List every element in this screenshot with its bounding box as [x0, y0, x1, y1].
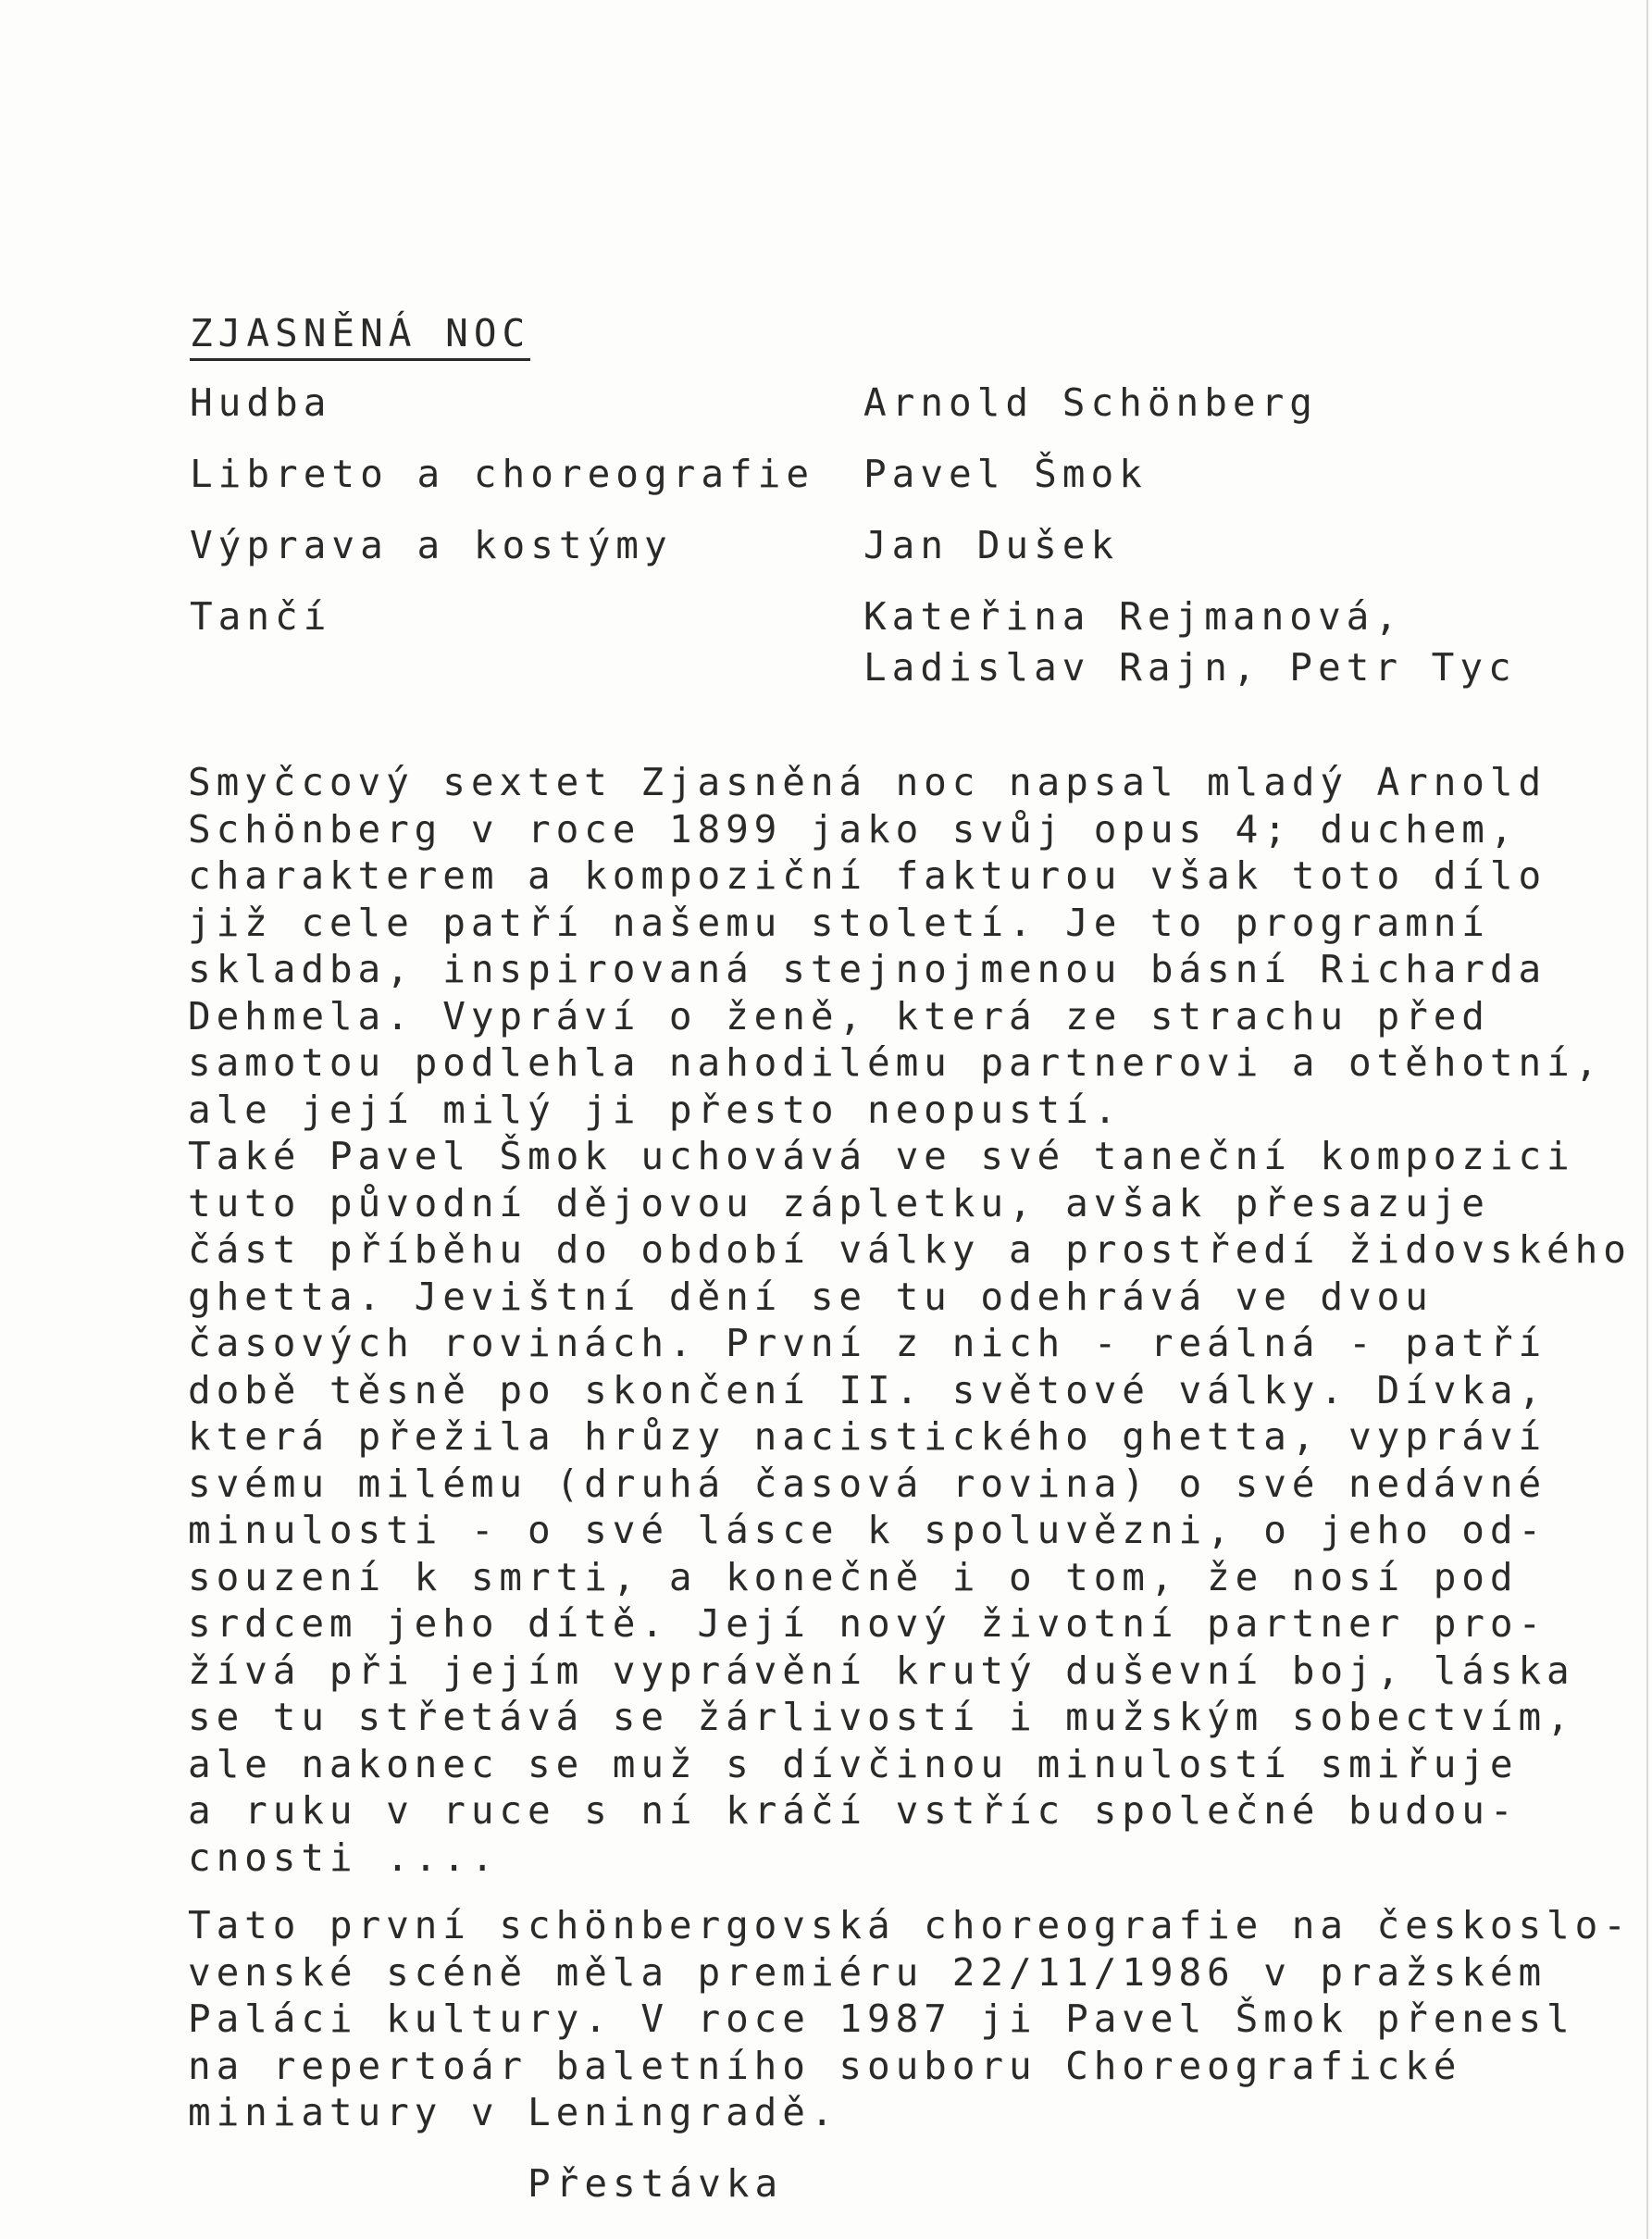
- text-line: žívá při jejím vyprávění krutý duševní boj, láska: [188, 1648, 1575, 1693]
- text-line: samotou podlehla nahodilému partnerovi a otěhotní,: [188, 1040, 1604, 1085]
- text-line: která přežila hrůzy nacistického ghetta, vypráví: [188, 1414, 1547, 1459]
- text-line: svému milému (druhá časová rovina) o své nedávné: [188, 1461, 1547, 1506]
- credit-value: [863, 449, 1148, 500]
- text-line: srdcem jeho dítě. Její nový životní partner pro-: [188, 1601, 1547, 1646]
- text-line: Dehmela. Vypráví o ženě, která ze strachu před: [188, 993, 1490, 1039]
- intermission-label: Přestávka: [528, 2161, 784, 2206]
- credits-list: [190, 378, 1517, 714]
- paragraph-premiere: [188, 1902, 1632, 2136]
- credit-value: [863, 520, 1119, 571]
- page-title: ZJASNĚNÁ NOC: [190, 310, 530, 361]
- text-line: na repertoár baletního souboru Choreografické: [188, 2043, 1462, 2088]
- page-edge-line: [1646, 0, 1648, 2239]
- text-line: ale nakonec se muž s dívčinou minulostí smiřuje: [188, 1741, 1519, 1786]
- text-line: charakterem a kompoziční fakturou však toto dílo: [188, 853, 1547, 898]
- text-line: minulosti - o své lásce k spoluvězni, o jeho od-: [188, 1508, 1547, 1552]
- text-line: tuto původní dějovou zápletku, avšak přesazuje: [188, 1180, 1490, 1225]
- paragraph-synopsis: [188, 759, 1632, 1881]
- credit-value: [863, 378, 1318, 429]
- credit-label: Libreto a choreografie: [190, 452, 815, 496]
- text-line: Tato první schönbergovská choreografie na českoslo-: [188, 1903, 1632, 1947]
- text-line: Také Pavel Šmok uchovává ve své taneční kompozici: [188, 1134, 1575, 1178]
- text-line: ghetta. Jevištní dění se tu odehrává ve dvou: [188, 1274, 1434, 1319]
- text-line: Smyčcový sextet Zjasněná noc napsal mladý Arnold: [188, 760, 1547, 804]
- text-line: se tu střetává se žárlivostí i mužským sobectvím,: [188, 1695, 1575, 1739]
- text-line: cnosti ....: [188, 1835, 500, 1880]
- text-line: a ruku v ruce s ní kráčí vstříc společné budou-: [188, 1788, 1519, 1833]
- credit-row-design: [190, 520, 1517, 571]
- text-line: ale její milý ji přesto neopustí.: [188, 1087, 1123, 1132]
- text-line: souzení k smrti, a konečně i o tom, že nosí pod: [188, 1554, 1519, 1599]
- credit-value-line: Kateřina Rejmanová,: [863, 594, 1403, 639]
- credit-value-line: Arnold Schönberg: [863, 380, 1318, 425]
- text-line: skladba, inspirovaná stejnojmenou básní Richarda: [188, 947, 1547, 991]
- credit-label: Tančí: [190, 594, 332, 639]
- credit-value-line: Jan Dušek: [863, 523, 1120, 567]
- text-line: Paláci kultury. V roce 1987 ji Pavel Šmok přenesl: [188, 1996, 1575, 2041]
- credit-value: [863, 591, 1517, 693]
- credit-value-line: Ladislav Rajn, Petr Tyc: [863, 645, 1517, 690]
- text-line: miniatury v Leningradě.: [188, 2090, 839, 2134]
- text-line: časových rovinách. První z nich - reálná - patří: [188, 1321, 1547, 1365]
- text-line: době těsně po skončení II. světové války. Dívka,: [188, 1367, 1547, 1412]
- credit-row-libretto: [190, 449, 1517, 500]
- text-line: již cele patří našemu století. Je to programní: [188, 900, 1490, 945]
- text-line: venské scéně měla premiéru 22/11/1986 v pražském: [188, 1949, 1547, 1995]
- credit-value-line: Pavel Šmok: [863, 452, 1148, 496]
- credit-row-music: [190, 378, 1517, 429]
- text-line: část příběhu do období války a prostředí židovského: [188, 1227, 1632, 1272]
- credit-label: Výprava a kostýmy: [190, 523, 673, 567]
- credit-label: Hudba: [190, 380, 332, 425]
- text-line: Schönberg v roce 1899 jako svůj opus 4; duchem,: [188, 806, 1519, 852]
- credit-row-dancers: [190, 591, 1517, 693]
